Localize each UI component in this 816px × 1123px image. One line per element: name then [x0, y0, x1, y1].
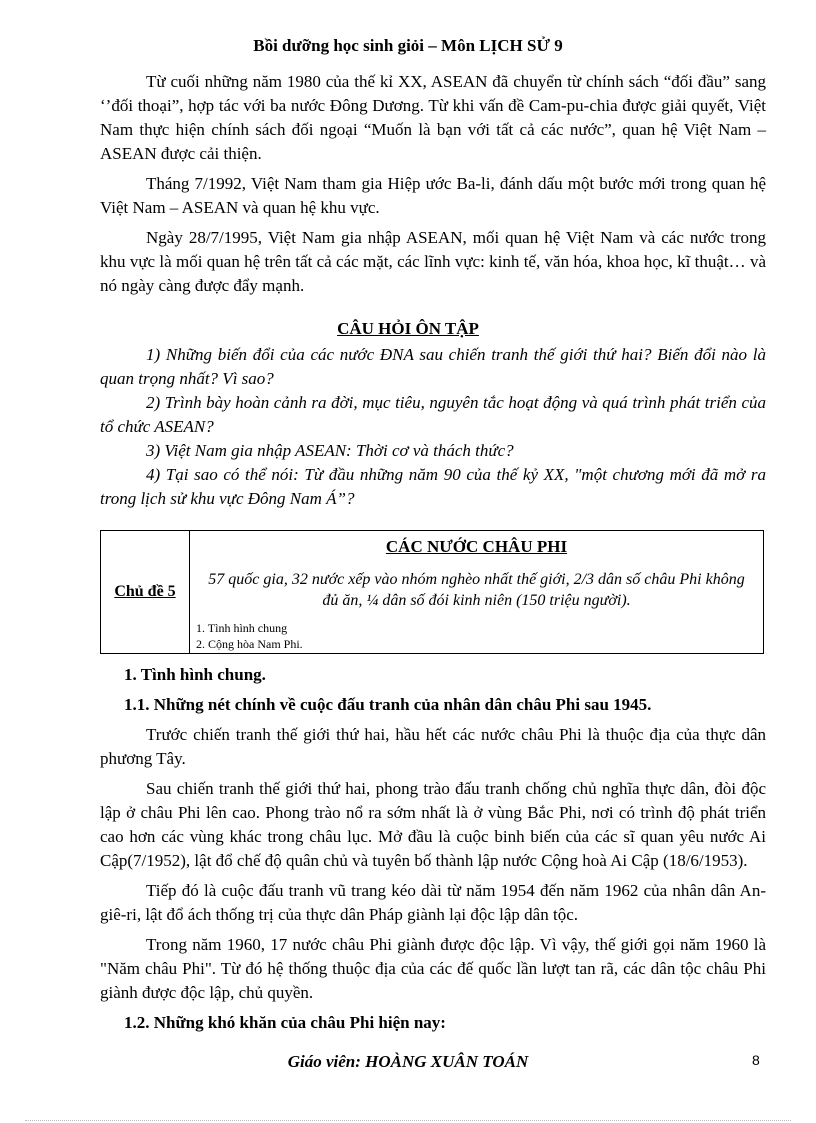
section-1-paragraph-2: Sau chiến tranh thế giới thứ hai, phong trào đấu tranh chống chủ nghĩa thực dân, đòi độc lập ở châu Phi lên cao. Phong trào nổ ra sớm nhất là ở vùng Bắc Phi, nơi có trình độ phát triển cao hơn các vùng khác trong châu lục. Mở đầu là cuộc binh biến của các sĩ quan yêu nước Ai Cập(7/1952), lật đổ chế độ quân chủ và tuyên bố thành lập nước Cộng hoà Ai Cập (18/6/1953).: [100, 779, 766, 870]
section-1-paragraph-1: Trước chiến tranh thế giới thứ hai, hầu hết các nước châu Phi là thuộc địa của thực dân phương Tây.: [100, 725, 766, 768]
section-1: [100, 663, 766, 1041]
page-header: Bồi dưỡng học sinh giỏi – Môn LỊCH SỬ 9: [253, 36, 563, 55]
review-title: CÂU HỎI ÔN TẬP: [337, 319, 479, 338]
page-footer: Giáo viên: HOÀNG XUÂN TOÁN: [287, 1052, 529, 1071]
review-question-2: 2) Trình bày hoàn cảnh ra đời, mục tiêu, nguyên tắc hoạt động và quá trình phát triển của tổ chức ASEAN?: [100, 393, 766, 436]
page-bottom-rule: [25, 1120, 791, 1121]
topic-title: CÁC NƯỚC CHÂU PHI: [385, 537, 568, 556]
topic-content: [190, 531, 763, 653]
topic-list: [196, 620, 303, 652]
review-questions: [100, 343, 766, 511]
section-1-paragraph-4: Trong năm 1960, 17 nước châu Phi giành được độc lập. Vì vậy, thế giới gọi năm 1960 là "Năm châu Phi". Từ đó hệ thống thuộc địa của các đế quốc lần lượt tan rã, các dân tộc châu Phi giành được độc lập, chủ quyền.: [100, 935, 766, 1002]
topic-table: [100, 530, 764, 654]
intro-section: [100, 70, 766, 304]
topic-description: 57 quốc gia, 32 nước xếp vào nhóm nghèo nhất thế giới, 2/3 dân số châu Phi không đủ ăn, ¼ dân số đói kinh niên (150 triệu người).: [208, 571, 745, 609]
intro-paragraph-1: Từ cuối những năm 1980 của thế kỉ XX, ASEAN đã chuyển từ chính sách “đối đầu” sang ‘’đối thoại”, hợp tác với ba nước Đông Dương. Từ khi vấn đề Cam-pu-chia được giải quyết, Việt Nam thực hiện chính sách đối ngoại “Muốn là bạn với tất cả các nước”, quan hệ Việt Nam – ASEAN được cải thiện.: [100, 72, 766, 163]
review-question-4: 4) Tại sao có thể nói: Từ đầu những năm 90 của thế kỷ XX, "một chương mới đã mở ra trong lịch sử khu vực Đông Nam Á”?: [100, 465, 766, 508]
review-question-1: 1) Những biến đổi của các nước ĐNA sau chiến tranh thế giới thứ hai? Biến đổi nào là quan trọng nhất? Vì sao?: [100, 345, 766, 388]
page-number: 8: [752, 1052, 760, 1068]
review-question-3: 3) Việt Nam gia nhập ASEAN: Thời cơ và thách thức?: [146, 441, 514, 460]
topic-label: Chủ đề 5: [101, 531, 190, 653]
section-1-heading: 1. Tình hình chung.: [124, 665, 266, 684]
topic-item-2: 2. Cộng hòa Nam Phi.: [196, 637, 303, 651]
section-1-paragraph-3: Tiếp đó là cuộc đấu tranh vũ trang kéo dài từ năm 1954 đến năm 1962 của nhân dân An-giê-ri, lật đổ ách thống trị của thực dân Pháp giành lại độc lập dân tộc.: [100, 881, 766, 924]
section-1-2-heading: 1.2. Những khó khăn của châu Phi hiện nay:: [124, 1013, 446, 1032]
intro-paragraph-2: Tháng 7/1992, Việt Nam tham gia Hiệp ước Ba-li, đánh dấu một bước mới trong quan hệ Việt Nam – ASEAN và quan hệ khu vực.: [100, 174, 766, 217]
topic-item-1: 1. Tình hình chung: [196, 621, 288, 635]
section-1-1-heading: 1.1. Những nét chính về cuộc đấu tranh của nhân dân châu Phi sau 1945.: [124, 695, 652, 714]
intro-paragraph-3: Ngày 28/7/1995, Việt Nam gia nhập ASEAN, mối quan hệ Việt Nam và các nước trong khu vực là mối quan hệ trên tất cả các mặt, các lĩnh vực: kinh tế, văn hóa, khoa học, kĩ thuật… và nó ngày càng được đẩy mạnh.: [100, 228, 766, 295]
